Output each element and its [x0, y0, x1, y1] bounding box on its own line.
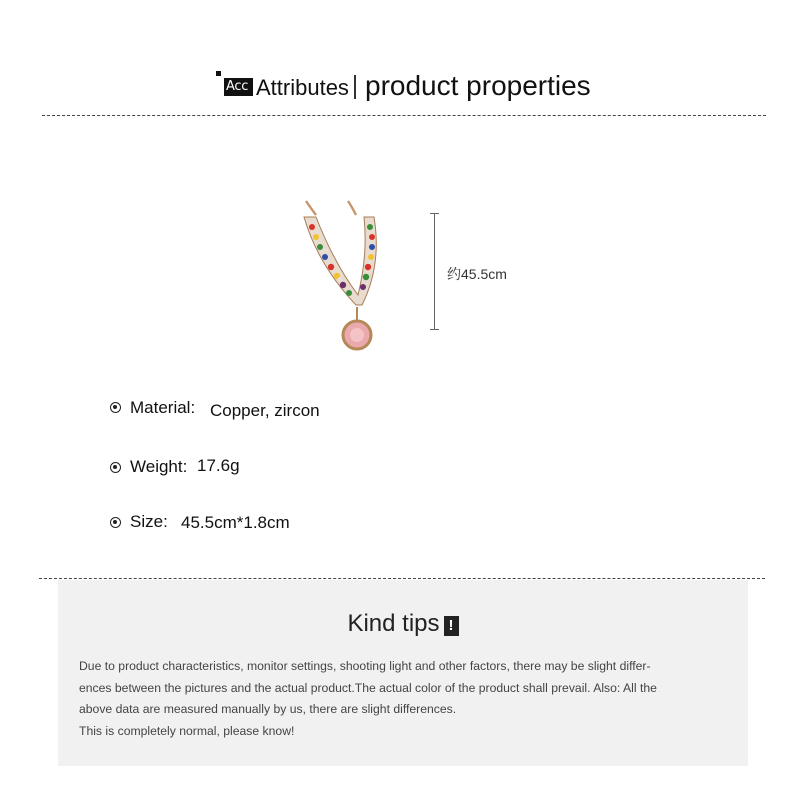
size-label: Size: [130, 512, 168, 531]
target-bullet-icon [110, 402, 121, 413]
page-title: product properties [365, 70, 591, 101]
weight-value: 17.6g [197, 456, 240, 475]
size-value: 45.5cm*1.8cm [181, 513, 290, 532]
tips-line: ences between the pictures and the actual product.The actual color of the product shall prevail. Also: All the [79, 680, 657, 695]
kind-tips-title-text: Kind tips [347, 610, 440, 637]
weight-label: Weight: [130, 457, 188, 476]
length-measure-label: 约45.5cm [447, 266, 507, 282]
measure-line [434, 213, 435, 330]
tips-line: above data are measured manually by us, there are slight differences. [79, 702, 457, 716]
tips-line: Due to product characteristics, monitor settings, shooting light and other factors, there may be slight differ- [79, 659, 651, 673]
acc-badge: Acc [224, 78, 253, 96]
bottom-dashed-divider [39, 578, 765, 579]
header-divider [354, 75, 356, 99]
top-dashed-divider [42, 115, 766, 116]
measure-tick-top [430, 213, 439, 214]
exclamation-icon: ! [444, 616, 459, 636]
tips-line: This is completely normal, please know! [79, 723, 295, 738]
kind-tips-title [58, 610, 748, 638]
necklace-image [290, 195, 405, 360]
header-dot [216, 71, 221, 76]
target-bullet-icon [110, 462, 121, 473]
material-value: Copper, zircon [210, 401, 320, 420]
header [0, 66, 800, 110]
kind-tips-panel [58, 580, 748, 766]
measure-tick-bottom [430, 329, 439, 330]
attributes-label: Attributes [256, 75, 349, 100]
kind-tips-body [79, 656, 739, 742]
target-bullet-icon [110, 517, 121, 528]
material-label: Material: [130, 398, 196, 417]
